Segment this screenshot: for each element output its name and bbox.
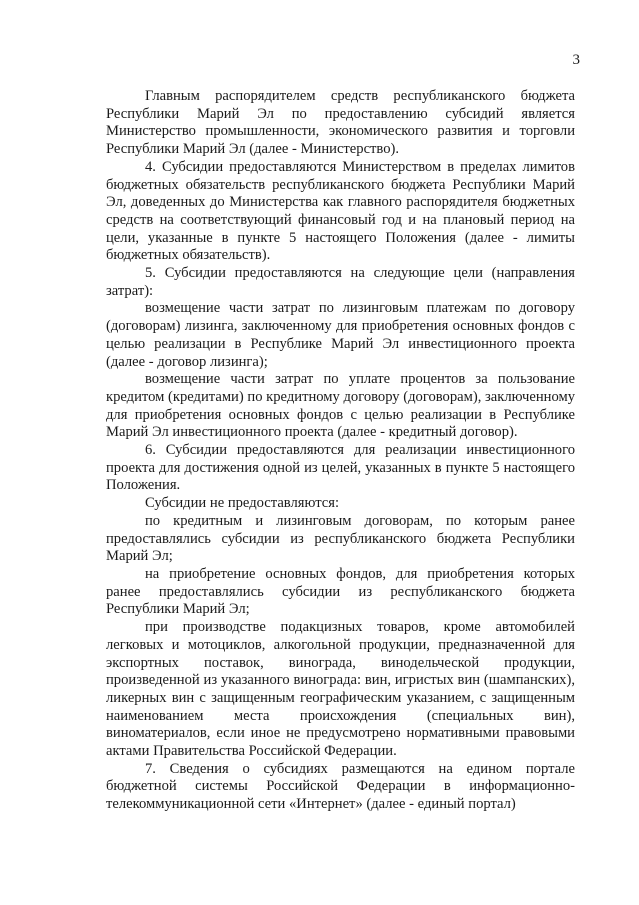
paragraph-exclusion-prior-contracts: по кредитным и лизинговым договорам, по которым ранее предоставлялись субсидии из республиканского бюджета Республики Марий Эл; [106, 512, 575, 565]
paragraph-leasing-compensation: возмещение части затрат по лизинговым платежам по договору (договорам) лизинга, заключенному для приобретения основных фондов с целью реализации в Республике Марий Эл инвестиционного проекта (далее - договор лизинга); [106, 300, 575, 370]
paragraph-not-provided: Субсидии не предоставляются: [145, 495, 340, 512]
paragraph-4-limits: 4. Субсидии предоставляются Министерством в пределах лимитов бюджетных обязательств республиканского бюджета Республики Марий Эл, доведенных до Министерства как главного распорядителя бюджетных средств на соответствующий финансовый год и на плановый период на цели, указанные в пункте 5 настоящего Положения (далее - лимиты бюджетных обязательств). [106, 158, 575, 264]
paragraph-5-purposes: 5. Субсидии предоставляются на следующие цели (направления затрат): [106, 265, 575, 299]
paragraph-interest-compensation: возмещение части затрат по уплате процентов за пользование кредитом (кредитами) по кредитному договору (договорам), заключенному для приобретения основных фондов с целью реализации в Республике Марий Эл инвестиционного проекта (далее - кредитный договор). [106, 371, 575, 441]
paragraph-6-conditions: 6. Субсидии предоставляются для реализации инвестиционного проекта для достижения одной из целей, указанных в пункте 5 настоящего Положения. [106, 442, 575, 494]
paragraph-exclusion-prior-assets: на приобретение основных фондов, для приобретения которых ранее предоставлялись субсидии из республиканского бюджета Республики Марий Эл; [106, 565, 575, 618]
page-number: 3 [572, 52, 580, 68]
document-body [106, 88, 575, 814]
paragraph-7-portal: 7. Сведения о субсидиях размещаются на едином портале бюджетной системы Российской Федерации в информационно-телекоммуникационной сети «Интернет» (далее - единый портал) [106, 760, 575, 813]
paragraph-chief-administrator: Главным распорядителем средств республиканского бюджета Республики Марий Эл по предоставлению субсидий является Министерство промышленности, экономического развития и торговли Республики Марий Эл (далее - Министерство). [106, 88, 575, 158]
paragraph-exclusion-excise-goods: при производстве подакцизных товаров, кроме автомобилей легковых и мотоциклов, алкогольной продукции, предназначенной для экспортных поставок, винограда, винодельческой продукции, произведенной из указанного винограда: вин, игристых вин (шампанских), ликерных вин с защищенным географическим указанием, с защищенным наименованием места происхождения (специальных вин), виноматериалов, если иное не предусмотрено нормативными правовыми актами Правительства Российской Федерации. [106, 619, 575, 760]
